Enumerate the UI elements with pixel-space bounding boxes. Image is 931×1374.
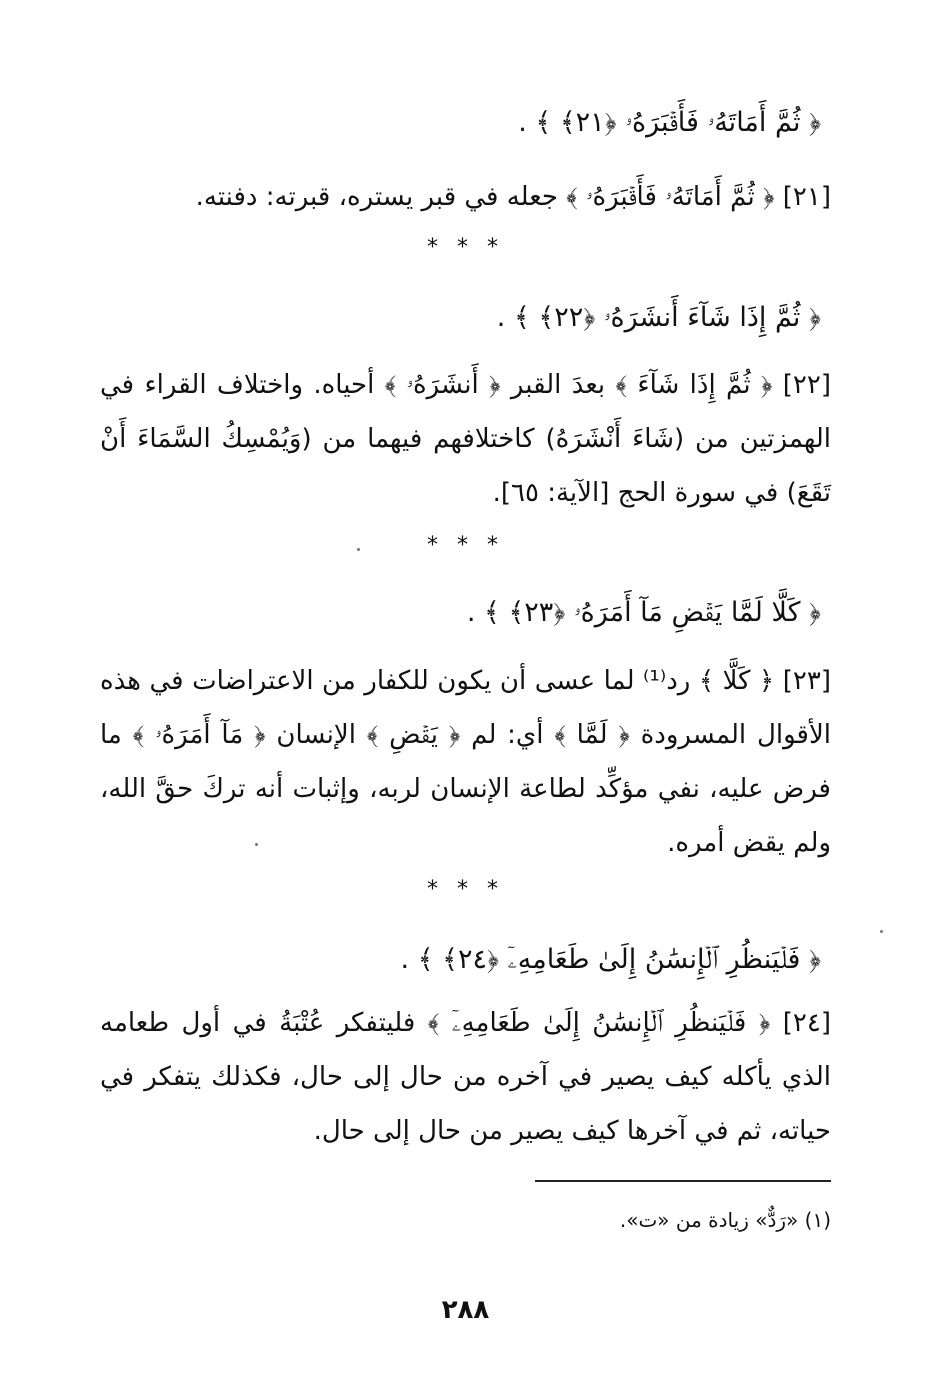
section-separator: * * * xyxy=(427,877,504,902)
scan-speck xyxy=(255,843,258,846)
footnote: (١) «رَدٌّ» زيادة من «ت». xyxy=(619,1208,831,1232)
verse-22: ﴿ ثُمَّ إِذَا شَآءَ أَنشَرَهُۥ ﴿٢٢﴾ ﴾ . xyxy=(496,302,821,333)
commentary-24: [٢٤] ﴿ فَلۡيَنظُرِ ٱلۡإِنسَٰنُ إِلَىٰ طَعَامِهِۦٓ ﴾ فليتفكر عُتْبَةُ في أول طعامه الذي يأكله كيف يصير في آخره من حال إلى حال، فكذلك يتفكر في حياته، ثم في آخرها كيف يصير من حال إلى حال. xyxy=(100,1008,831,1146)
footnote-divider xyxy=(535,1180,831,1182)
scan-speck xyxy=(880,930,883,933)
section-separator: * * * xyxy=(427,235,504,260)
verse-24: ﴿ فَلۡيَنظُرِ ٱلۡإِنسَٰنُ إِلَىٰ طَعَامِهِۦٓ ﴿٢٤﴾ ﴾ . xyxy=(400,944,821,975)
scan-speck xyxy=(357,548,360,551)
commentary-23: [٢٣] ﴿ كَلَّا ﴾ رد⁽¹⁾ لما عسى أن يكون للكفار من الاعتراضات في هذه الأقوال المسرودة ﴿ لَمَّا ﴾ أي: لم ﴿ يَقۡضِ ﴾ الإنسان ﴿ مَآ أَمَرَهُۥ ﴾ ما فرض عليه، نفي مؤكِّد لطاعة الإنسان لربه، وإثبات أنه تركَ حقَّ الله، ولم يقض أمره. xyxy=(100,666,831,858)
page-number: ٢٨٨ xyxy=(441,1295,490,1325)
verse-21: ﴿ ثُمَّ أَمَاتَهُۥ فَأَقۡبَرَهُۥ ﴿٢١﴾ ﴾ . xyxy=(518,107,821,138)
commentary-22: [٢٢] ﴿ ثُمَّ إِذَا شَآءَ ﴾ بعدَ القبر ﴿ أَنشَرَهُۥ ﴾ أحياه. واختلاف القراء في الهمزتين من (شَاءَ أَنْشَرَهُ) كاختلافهم فيهما من (وَيُمْسِكُ السَّمَاءَ أَنْ تَقَعَ) في سورة الحج [الآية: ٦٥]. xyxy=(100,370,831,508)
section-separator: * * * xyxy=(427,533,504,558)
commentary-21: [٢١] ﴿ ثُمَّ أَمَاتَهُۥ فَأَقۡبَرَهُۥ ﴾ جعله في قبر يستره، قبرته: دفنته. xyxy=(195,182,831,212)
verse-23: ﴿ كَلَّا لَمَّا يَقۡضِ مَآ أَمَرَهُۥ ﴿٢٣﴾ ﴾ . xyxy=(466,597,821,628)
